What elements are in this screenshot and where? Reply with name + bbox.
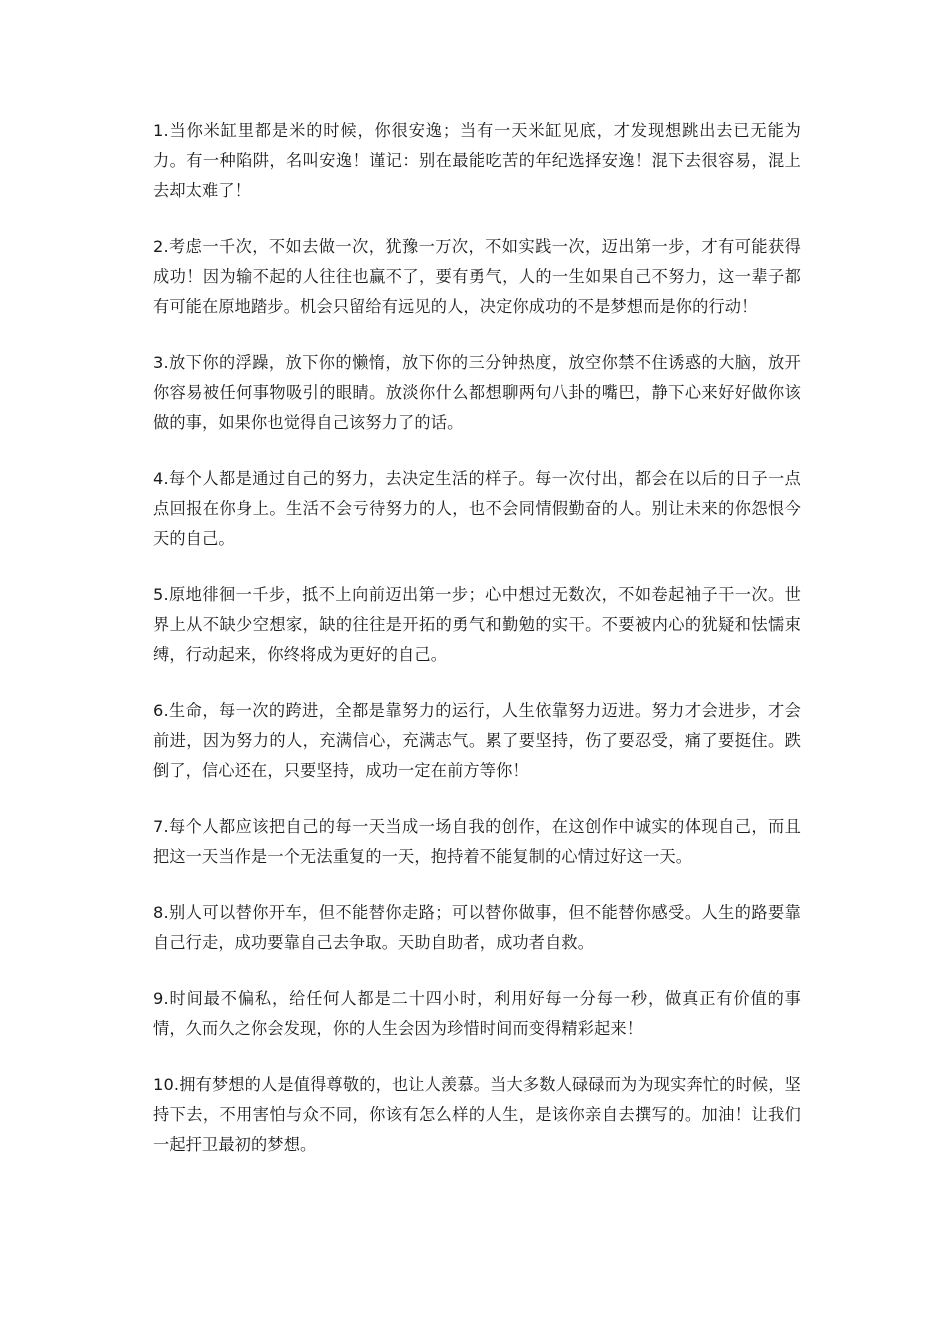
- paragraph-6: 6.生命，每一次的跨进，全都是靠努力的运行，人生依靠努力迈进。努力才会进步，才会前进，因为努力的人，充满信心，充满志气。累了要坚持，伤了要忍受，痛了要挺住。跌倒了，信心还在，只要坚持，成功一定在前方等你！: [153, 701, 801, 780]
- paragraph-7: 7.每个人都应该把自己的每一天当成一场自我的创作，在这创作中诚实的体现自己，而且把这一天当作是一个无法重复的一天，抱持着不能复制的心情过好这一天。: [153, 817, 801, 866]
- paragraph-9: 9.时间最不偏私，给任何人都是二十四小时，利用好每一分每一秒，做真正有价值的事情，久而久之你会发现，你的人生会因为珍惜时间而变得精彩起来！: [153, 989, 801, 1038]
- paragraph-10: 10.拥有梦想的人是值得尊敬的，也让人羡慕。当大多数人碌碌而为为现实奔忙的时候，坚持下去，不用害怕与众不同，你该有怎么样的人生，是该你亲自去撰写的。加油！让我们一起扞卫最初的梦想。: [153, 1075, 801, 1154]
- paragraph-4: 4.每个人都是通过自己的努力，去决定生活的样子。每一次付出，都会在以后的日子一点点回报在你身上。生活不会亏待努力的人，也不会同情假勤奋的人。别让未来的你怨恨今天的自己。: [153, 469, 801, 548]
- document-body: [153, 116, 801, 1186]
- paragraph-5: 5.原地徘徊一千步，抵不上向前迈出第一步；心中想过无数次，不如卷起袖子干一次。世界上从不缺少空想家，缺的往往是开拓的勇气和勤勉的实干。不要被内心的犹疑和怯懦束缚，行动起来，你终将成为更好的自己。: [153, 585, 801, 664]
- paragraph-2: 2.考虑一千次，不如去做一次，犹豫一万次，不如实践一次，迈出第一步，才有可能获得成功！因为输不起的人往往也赢不了，要有勇气，人的一生如果自己不努力，这一辈子都有可能在原地踏步。机会只留给有远见的人，决定你成功的不是梦想而是你的行动！: [153, 237, 801, 316]
- paragraph-8: 8.别人可以替你开车，但不能替你走路；可以替你做事，但不能替你感受。人生的路要靠自己行走，成功要靠自己去争取。天助自助者，成功者自救。: [153, 903, 801, 952]
- paragraph-3: 3.放下你的浮躁，放下你的懒惰，放下你的三分钟热度，放空你禁不住诱惑的大脑，放开你容易被任何事物吸引的眼睛。放淡你什么都想聊两句八卦的嘴巴，静下心来好好做你该做的事，如果你也觉得自己该努力了的话。: [153, 353, 801, 432]
- paragraph-1: 1.当你米缸里都是米的时候，你很安逸；当有一天米缸见底，才发现想跳出去已无能为力。有一种陷阱，名叫安逸！谨记：别在最能吃苦的年纪选择安逸！混下去很容易，混上去却太难了！: [153, 121, 801, 200]
